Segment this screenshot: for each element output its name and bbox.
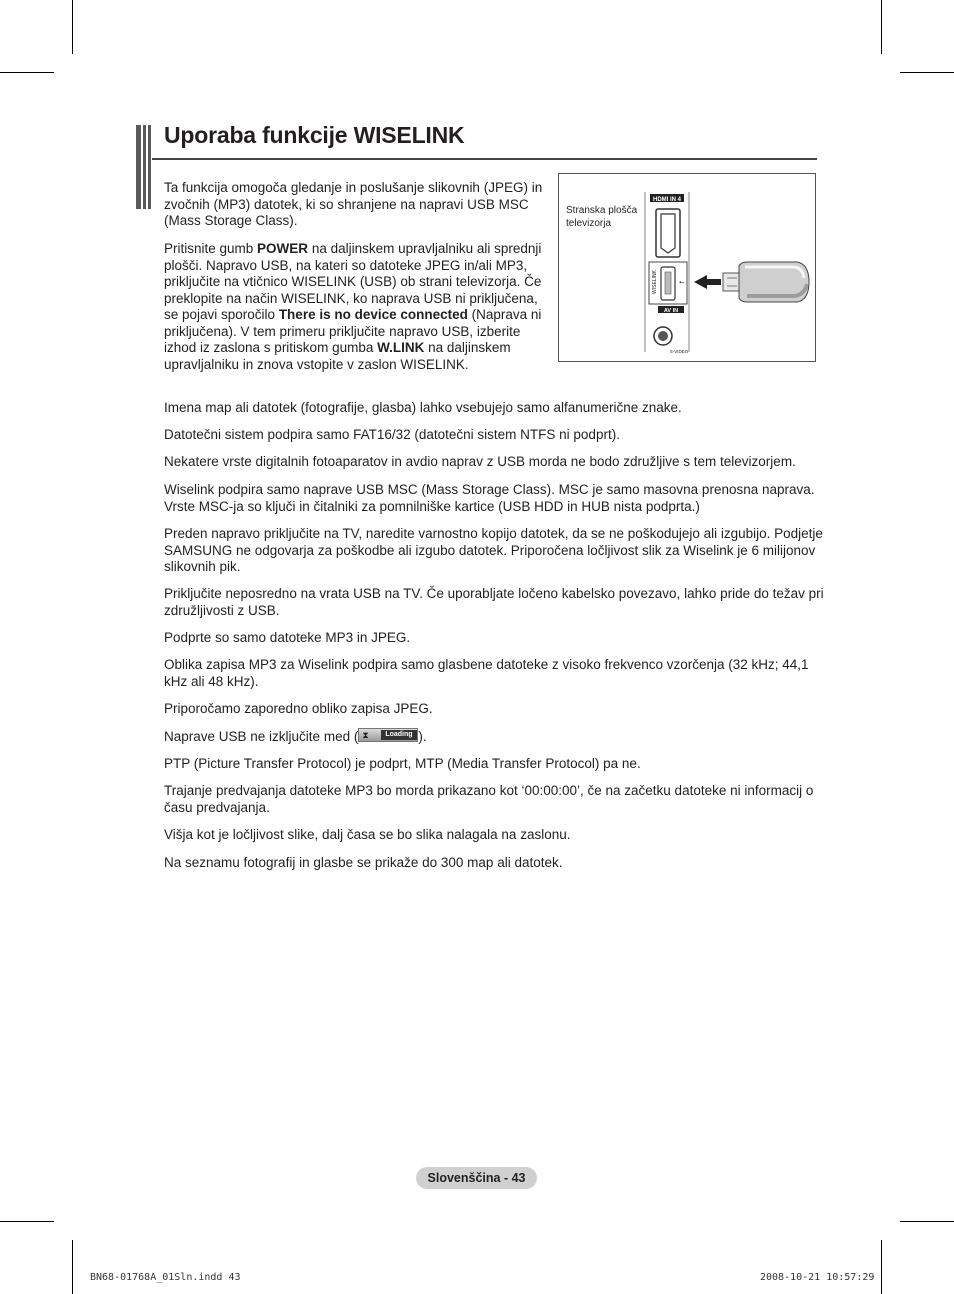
note-item: Naprave USB ne izključite med ( ⧗ Loading ). (164, 729, 427, 744)
loading-icon: ⧗ Loading (358, 728, 418, 742)
instructions-paragraph: Pritisnite gumb POWER na daljinskem upravljalniku ali sprednji plošči. Napravo USB, na kateri so datoteke JPEG in/ali MP3, priključite na vtičnico WISELINK (USB) ob strani televizorja. Če preklopite na način WISELINK, ko naprava USB ni priključena, se pojavi sporočilo There is no device connected (Naprava ni priključena). V tem primeru priključite napravo USB, izberite izhod iz zaslona s pritiskom gumba W.LINK na daljinskem upravljalniku in znova vstopite v zaslon WISELINK. (164, 241, 542, 372)
wiselink-port-label: WISELINK (652, 270, 658, 294)
note-item: Podprte so samo datoteke MP3 in JPEG. (164, 630, 411, 645)
crop-mark (72, 0, 73, 54)
svg-text:⭠: ⭠ (679, 278, 685, 286)
tv-side-panel-figure (558, 173, 816, 362)
crop-mark (0, 1221, 54, 1222)
note-item: Wiselink podpira samo naprave USB MSC (Mass Storage Class). MSC je samo masovna prenosna naprava. Vrste MSC-ja so ključi in čitalniki za pomnilniške kartice (USB HDD in HUB nista podprta.) (164, 482, 815, 514)
intro-paragraph: Ta funkcija omogoča gledanje in poslušanje slikovnih (JPEG) in zvočnih (MP3) datotek, ki so shranjene na napravi USB MSC (Mass Storage Class). (164, 180, 543, 228)
figure-caption: Stranska plošča televizorja (566, 205, 638, 229)
page-title: Uporaba funkcije WISELINK (164, 122, 465, 148)
print-slug-timestamp: 2008-10-21 10:57:29 (760, 1272, 875, 1283)
usb-connection-illustration (559, 174, 815, 361)
note-item: Trajanje predvajanja datoteke MP3 bo morda prikazano kot ‘00:00:00’, če na začetku datoteke ni informacij o času predvajanja. (164, 783, 814, 815)
crop-mark (900, 72, 954, 73)
hdmi-port-label: HDMI IN 4 (652, 197, 682, 203)
note-item: Priporočamo zaporedno obliko zapisa JPEG. (164, 701, 433, 716)
note-item: Datotečni sistem podpira samo FAT16/32 (datotečni sistem NTFS ni podprt). (164, 427, 620, 442)
note-item: Oblika zapisa MP3 za Wiselink podpira samo glasbene datoteke z visoko frekvenco vzorčenja (32 kHz; 44,1 kHz ali 48 kHz). (164, 657, 809, 689)
crop-mark (881, 1240, 882, 1294)
av-in-label: AV IN (663, 308, 679, 314)
title-rule (152, 158, 817, 160)
title-decoration (136, 125, 152, 209)
note-item: PTP (Picture Transfer Protocol) je podprt, MTP (Media Transfer Protocol) pa ne. (164, 756, 641, 771)
s-video-label: S-VIDEO (669, 349, 689, 354)
note-item: Višja kot je ločljivost slike, dalj časa se bo slika nalagala na zaslonu. (164, 827, 571, 842)
note-item: Preden napravo priključite na TV, naredite varnostno kopijo datotek, da se ne poškodujejo ali izgubijo. Podjetje SAMSUNG ne odgovarja za poškodbe ali izgubo datotek. Priporočena ločljivost slik za Wiselink je 6 milijonov slikovnih pik. (164, 526, 823, 574)
note-item: Imena map ali datotek (fotografije, glasba) lahko vsebujejo samo alfanumerične znake. (164, 400, 682, 415)
note-item: Nekatere vrste digitalnih fotoaparatov in avdio naprav z USB morda ne bodo združljive s tem televizorjem. (164, 454, 796, 469)
crop-mark (881, 0, 882, 54)
note-item: Na seznamu fotografij in glasbe se prikaže do 300 map ali datotek. (164, 855, 563, 870)
crop-mark (72, 1240, 73, 1294)
print-slug-file: BN68-01768A_01Sln.indd 43 (90, 1272, 241, 1283)
crop-mark (0, 72, 54, 73)
note-item: Priključite neposredno na vrata USB na TV. Če uporabljate ločeno kabelsko povezavo, lahko pride do težav pri združljivosti z USB. (164, 586, 824, 618)
crop-mark (900, 1221, 954, 1222)
page-number-badge: Slovenščina - 43 (416, 1167, 537, 1189)
